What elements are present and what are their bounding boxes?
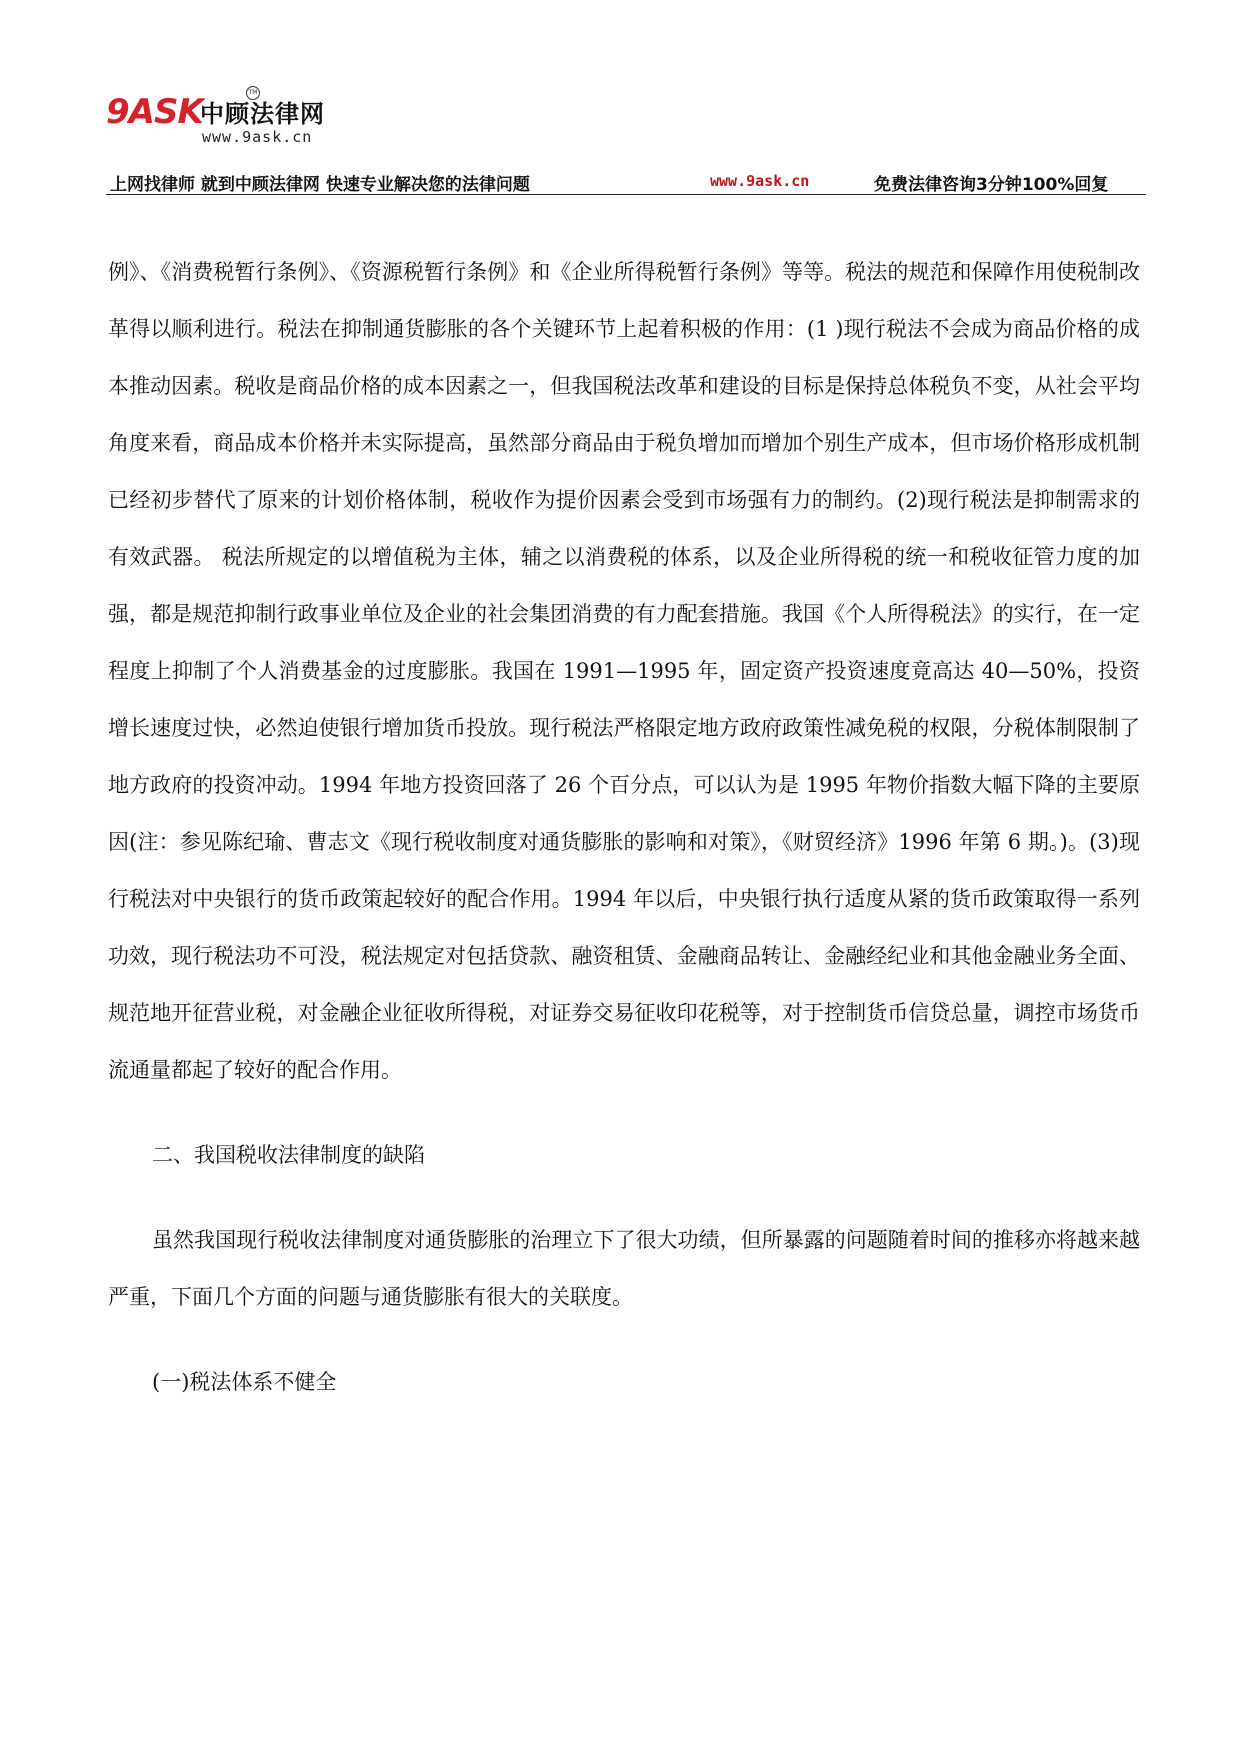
body-paragraph: 虽然我国现行税收法律制度对通货膨胀的治理立下了很大功绩，但所暴露的问题随着时间的推移亦将越来越严重，下面几个方面的问题与通货膨胀有很大的关联度。 [108, 1228, 1140, 1309]
logo-mark: 9ASK [106, 92, 203, 132]
header-site-link[interactable]: www.9ask.cn [710, 172, 810, 190]
registered-mark-icon: TM [246, 86, 260, 100]
header-consult-promo: 免费法律咨询3分钟100%回复 [874, 175, 1109, 195]
site-logo[interactable] [106, 89, 346, 162]
logo-site-name: 中顾法律网 [200, 100, 325, 128]
section-heading: 二、我国税收法律制度的缺陷 [152, 1143, 425, 1167]
subsection-heading: (一)税法体系不健全 [152, 1370, 337, 1394]
page-header [106, 84, 1146, 200]
header-slogan: 上网找律师 就到中顾法律网 快速专业解决您的法律问题 [110, 175, 530, 195]
logo-url: www.9ask.cn [202, 128, 313, 146]
article-body [108, 244, 1140, 1411]
header-tagline-bar [106, 170, 1146, 195]
body-paragraph: 例》、《消费税暂行条例》、《资源税暂行条例》和《企业所得税暂行条例》等等。税法的规范和保障作用使税制改革得以顺利进行。税法在抑制通货膨胀的各个关键环节上起着积极的作用：(1 )现行税法不会成为商品价格的成本推动因素。税收是商品价格的成本因素之一，但我国税法改革和建设的目标是保持总体税负不变，从社会平均角度来看，商品成本价格并未实际提高，虽然部分商品由于税负增加而增加个别生产成本，但市场价格形成机制已经初步替代了原来的计划价格体制，税收作为提价因素会受到市场强有力的制约。(2)现行税法是抑制需求的有效武器。 税法所规定的以增值税为主体，辅之以消费税的体系，以及企业所得税的统一和税收征管力度的加强，都是规范抑制行政事业单位及企业的社会集团消费的有力配套措施。我国《个人所得税法》的实行，在一定程度上抑制了个人消费基金的过度膨胀。我国在 1991—1995 年，固定资产投资速度竟高达 40—50%，投资增长速度过快，必然迫使银行增加货币投放。现行税法严格限定地方政府政策性减免税的权限，分税体制限制了地方政府的投资冲动。1994 年地方投资回落了 26 个百分点，可以认为是 1995 年物价指数大幅下降的主要原因(注：参见陈纪瑜、曹志文《现行税收制度对通货膨胀的影响和对策》，《财贸经济》1996 年第 6 期。)。(3)现行税法对中央银行的货币政策起较好的配合作用。1994 年以后，中央银行执行适度从紧的货币政策取得一系列功效，现行税法功不可没，税法规定对包括贷款、融资租赁、金融商品转让、金融经纪业和其他金融业务全面、规范地开征营业税，对金融企业征收所得税，对证券交易征收印花税等，对于控制货币信贷总量，调控市场货币流通量都起了较好的配合作用。 [108, 260, 1140, 1082]
